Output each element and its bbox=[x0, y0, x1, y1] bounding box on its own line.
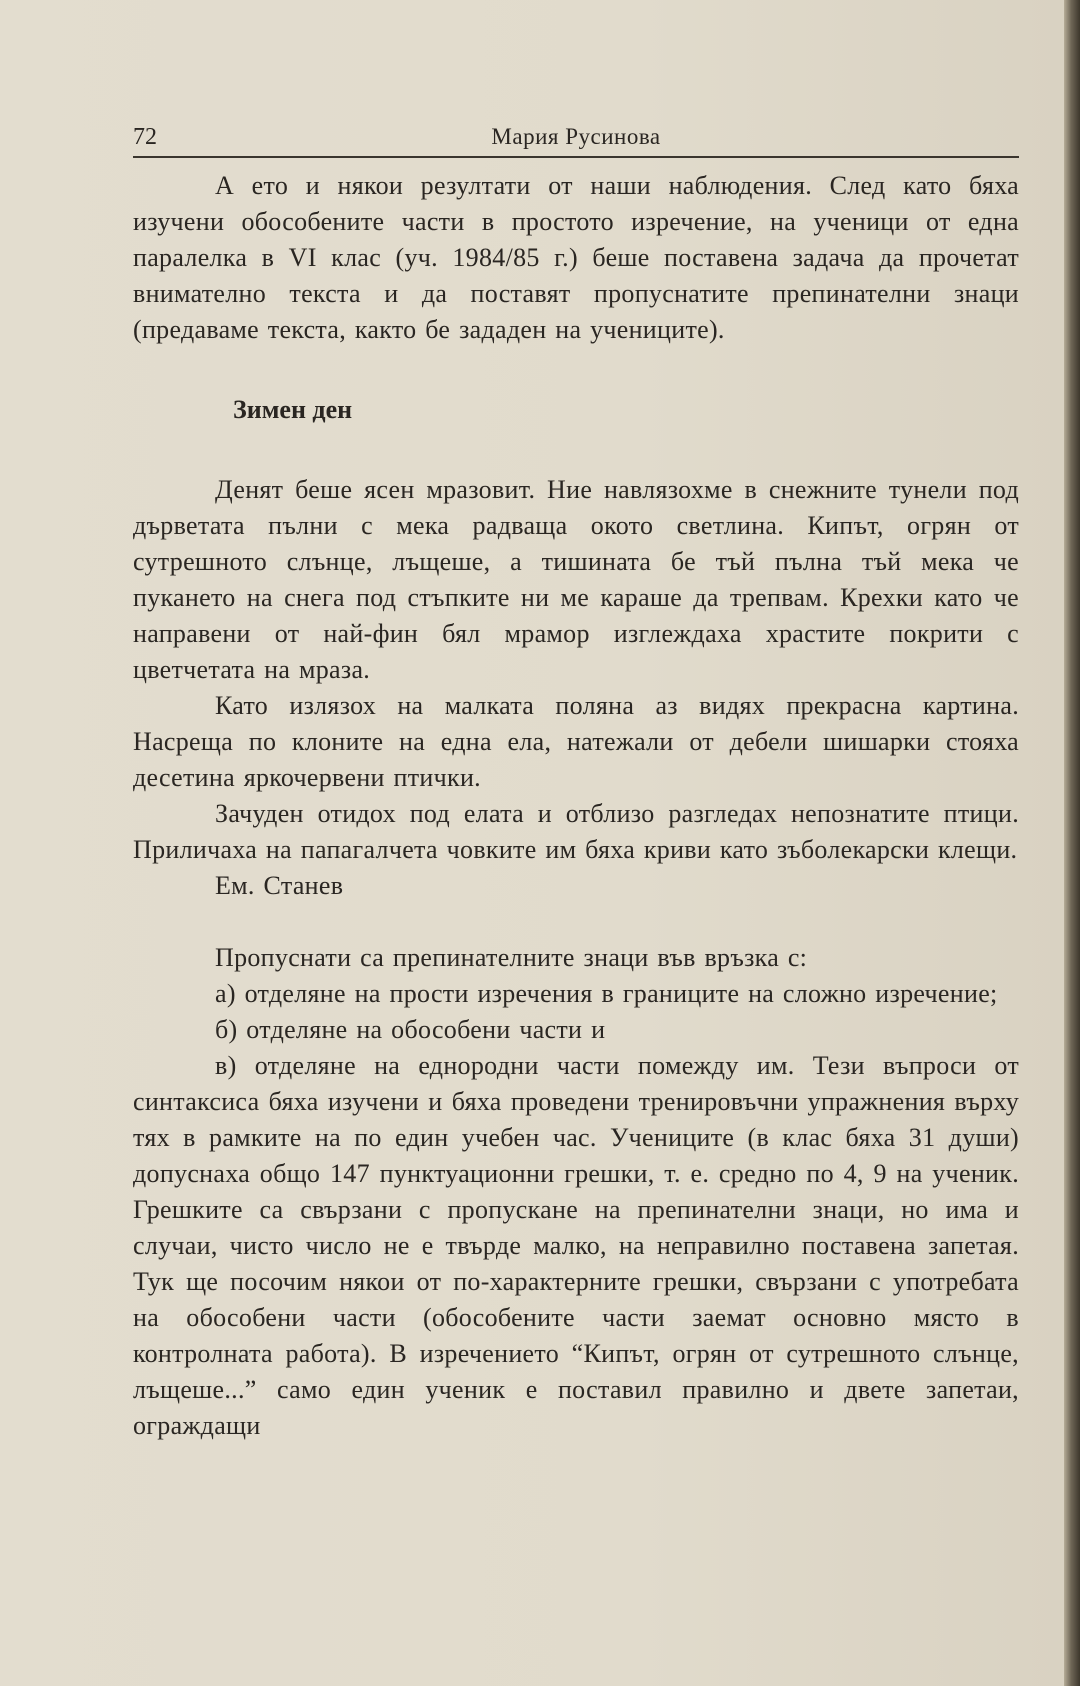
story-paragraph: Зачуден отидох под елата и отблизо разгледах непознатите птици. Приличаха на папагалчета човките им бяха криви като зъболекарски клещи. bbox=[133, 799, 1019, 864]
page-body bbox=[133, 168, 1019, 1444]
story-title: Зимен ден bbox=[233, 395, 353, 424]
page-number: 72 bbox=[133, 124, 157, 150]
book-page-edge bbox=[1064, 0, 1080, 1686]
story-paragraph: Денят беше ясен мразовит. Ние навлязохме в снежните тунели под дърветата пълни с мека радваща окото светлина. Кипът, огрян от сутрешното слънце, лъщеше, а тишината бе тъй пълна тъй мека че пукането на снега под стъпките ни ме караше да трепвам. Крехки като че направени от най-фин бял мрамор изглеждаха храстите покрити с цветчетата на мраза. bbox=[133, 475, 1019, 684]
analysis-paragraph: Пропуснати са препинателните знаци във връзка с: bbox=[215, 943, 808, 972]
intro-paragraph: А ето и някои резултати от наши наблюдения. След като бяха изучени обособените части в простото изречение, на ученици от една паралелка в VI клас (уч. 1984/85 г.) беше поставена задача да прочетат внимателно текста и да поставят пропуснатите препинателни знаци (предаваме текста, както бе зададен на учениците). bbox=[133, 171, 1019, 344]
story-paragraph: Като излязох на малката поляна аз видях прекрасна картина. Насреща по клоните на една ела, натежали от дебели шишарки стояха десетина яркочервени птички. bbox=[133, 691, 1019, 792]
running-head: Мария Русинова bbox=[491, 124, 661, 149]
analysis-item-a: а) отделяне на прости изречения в границите на сложно изречение; bbox=[215, 979, 998, 1008]
analysis-item-c: в) отделяне на еднородни части помежду им. Тези въпроси от синтаксиса бяха изучени и бяха проведени тренировъчни упражнения върху тях в рамките на по един учебен час. Учениците (в клас бяха 31 души) допуснаха общо 147 пунктуационни грешки, т. е. средно по 4, 9 на ученик. Грешките са свързани с пропускане на препинателни знаци, но има и случаи, чисто число не е твърде малко, на неправилно поставена запетая. Тук ще посочим някои от по-характерните грешки, свързани с употребата на обособени части (обособените части заемат основно място в контролната работа). В изречението “Кипът, огрян от сутрешното слънце, лъщеше...” само един ученик е поставил правилно и двете запетаи, ограждащи bbox=[133, 1051, 1019, 1440]
story-author: Ем. Станев bbox=[215, 871, 344, 900]
analysis-item-b: б) отделяне на обособени части и bbox=[215, 1015, 606, 1044]
page-header bbox=[133, 118, 1019, 158]
header-rule bbox=[133, 156, 1019, 158]
